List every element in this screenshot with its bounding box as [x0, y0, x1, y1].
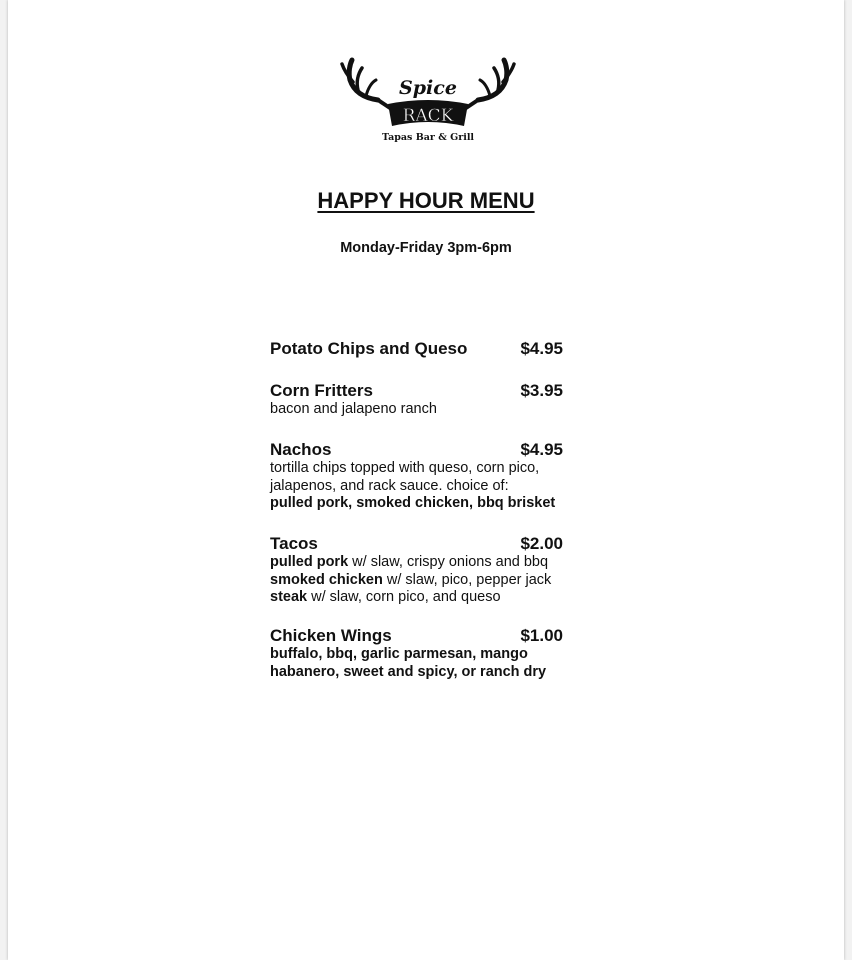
menu-item — [270, 534, 590, 607]
menu-item — [270, 381, 590, 419]
item-choices: pulled pork, smoked chicken, bbq brisket — [270, 495, 556, 511]
item-price: $4.95 — [520, 440, 563, 459]
menu-item — [270, 339, 590, 359]
menu-page — [8, 0, 844, 960]
item-name: Chicken Wings — [270, 626, 392, 645]
page-title: HAPPY HOUR MENU — [317, 188, 535, 213]
logo-word: RACK — [402, 106, 454, 126]
item-price: $3.95 — [520, 381, 563, 400]
item-name: Potato Chips and Queso — [270, 339, 468, 358]
taco-option: smoked chicken w/ slaw, pico, pepper jack — [270, 571, 552, 588]
item-price: $1.00 — [520, 626, 563, 645]
item-name: Tacos — [270, 534, 318, 553]
item-name: Nachos — [270, 440, 332, 459]
item-name: Corn Fritters — [270, 381, 373, 400]
logo-subtitle: Tapas Bar & Grill — [381, 132, 475, 143]
taco-option: steak w/ slaw, corn pico, and queso — [270, 589, 501, 605]
logo-script: Spice — [399, 77, 457, 99]
wing-flavors: buffalo, bbq, garlic parmesan, mango habanero, sweet and spicy, or ranch dry — [270, 646, 547, 680]
item-description: bacon and jalapeno ranch — [270, 401, 437, 417]
item-price: $2.00 — [520, 534, 563, 553]
happy-hour-times: Monday-Friday 3pm-6pm — [340, 240, 512, 256]
item-description: tortilla chips topped with queso, corn pico, jalapenos, and rack sauce. choice of: — [270, 460, 540, 494]
menu-item — [270, 440, 590, 513]
item-price: $4.95 — [520, 339, 563, 358]
taco-option: pulled pork w/ slaw, crispy onions and bbq — [270, 554, 549, 570]
spice-rack-logo — [338, 52, 518, 150]
menu-item — [270, 626, 590, 681]
